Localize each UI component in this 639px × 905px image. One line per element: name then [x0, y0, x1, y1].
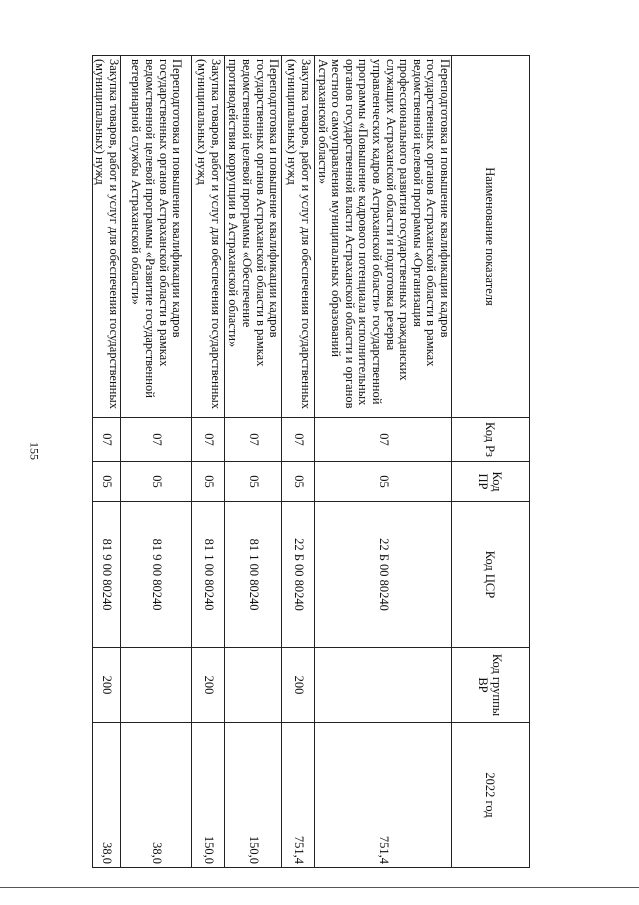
cell-vr: 200	[282, 648, 315, 723]
page-number: 155	[27, 442, 42, 460]
table-row	[225, 56, 282, 868]
cell-pr: 05	[282, 462, 315, 502]
cell-csr: 81 1 00 80240	[192, 502, 225, 648]
header-vr: Код группы ВР	[452, 648, 530, 723]
cell-name: Переподготовка и повышение квалификации кадров государственных органов Астраханской области в рамках ведомственной целевой программы «Обеспечение противодействия коррупции в Астраханской области»	[225, 56, 282, 418]
cell-vr	[225, 648, 282, 723]
cell-pr: 05	[225, 462, 282, 502]
bottom-scan-line	[0, 887, 639, 888]
header-year: 2022 год	[452, 723, 530, 868]
cell-vr: 200	[192, 648, 225, 723]
cell-amount: 751,4	[315, 723, 452, 868]
cell-csr: 22 Б 00 80240	[282, 502, 315, 648]
cell-pr: 05	[92, 462, 120, 502]
table-row	[121, 56, 192, 868]
table-header-row	[452, 56, 530, 868]
rotated-table-container	[93, 55, 530, 867]
cell-vr	[121, 648, 192, 723]
cell-amount: 150,0	[225, 723, 282, 868]
table-row	[192, 56, 225, 868]
cell-name: Переподготовка и повышение квалификации кадров государственных органов Астраханской области в рамках ведомственной целевой программы «Развитие государственной ветеринарной службы Астраханской области»	[121, 56, 192, 418]
cell-name: Закупка товаров, работ и услуг для обеспечения государственных (муниципальных) нужд	[282, 56, 315, 418]
header-rz: Код Рз	[452, 418, 530, 462]
cell-vr	[315, 648, 452, 723]
table-row	[282, 56, 315, 868]
cell-csr: 81 1 00 80240	[225, 502, 282, 648]
cell-csr: 81 9 00 80240	[121, 502, 192, 648]
cell-rz: 07	[225, 418, 282, 462]
header-name: Наименование показателя	[452, 56, 530, 418]
cell-amount: 150,0	[192, 723, 225, 868]
cell-pr: 05	[121, 462, 192, 502]
cell-amount: 751,4	[282, 723, 315, 868]
header-pr: Код ПР	[452, 462, 530, 502]
budget-table	[92, 55, 530, 868]
cell-rz: 07	[282, 418, 315, 462]
cell-vr: 200	[92, 648, 120, 723]
cell-rz: 07	[192, 418, 225, 462]
cell-amount: 38,0	[121, 723, 192, 868]
cell-name: Переподготовка и повышение квалификации кадров государственных органов Астраханской области в рамках ведомственной целевой программы «Организация профессионального развития государственных гражданских служащих Астраханской области и подготовка резерва управленческих кадров Астраханской области» государственной программы «Повышение кадрового потенциала исполнительных органов государственной власти Астраханской области и органов местного самоуправления муниципальных образований Астраханской области»	[315, 56, 452, 418]
cell-csr: 22 Б 00 80240	[315, 502, 452, 648]
table-row	[92, 56, 120, 868]
cell-pr: 05	[315, 462, 452, 502]
cell-csr: 81 9 00 80240	[92, 502, 120, 648]
header-csr: Код ЦСР	[452, 502, 530, 648]
cell-amount: 38,0	[92, 723, 120, 868]
cell-rz: 07	[92, 418, 120, 462]
cell-pr: 05	[192, 462, 225, 502]
table-row	[315, 56, 452, 868]
cell-name: Закупка товаров, работ и услуг для обеспечения государственных (муниципальных) нужд	[192, 56, 225, 418]
cell-rz: 07	[315, 418, 452, 462]
cell-name: Закупка товаров, работ и услуг для обеспечения государственных (муниципальных) нужд	[92, 56, 120, 418]
cell-rz: 07	[121, 418, 192, 462]
